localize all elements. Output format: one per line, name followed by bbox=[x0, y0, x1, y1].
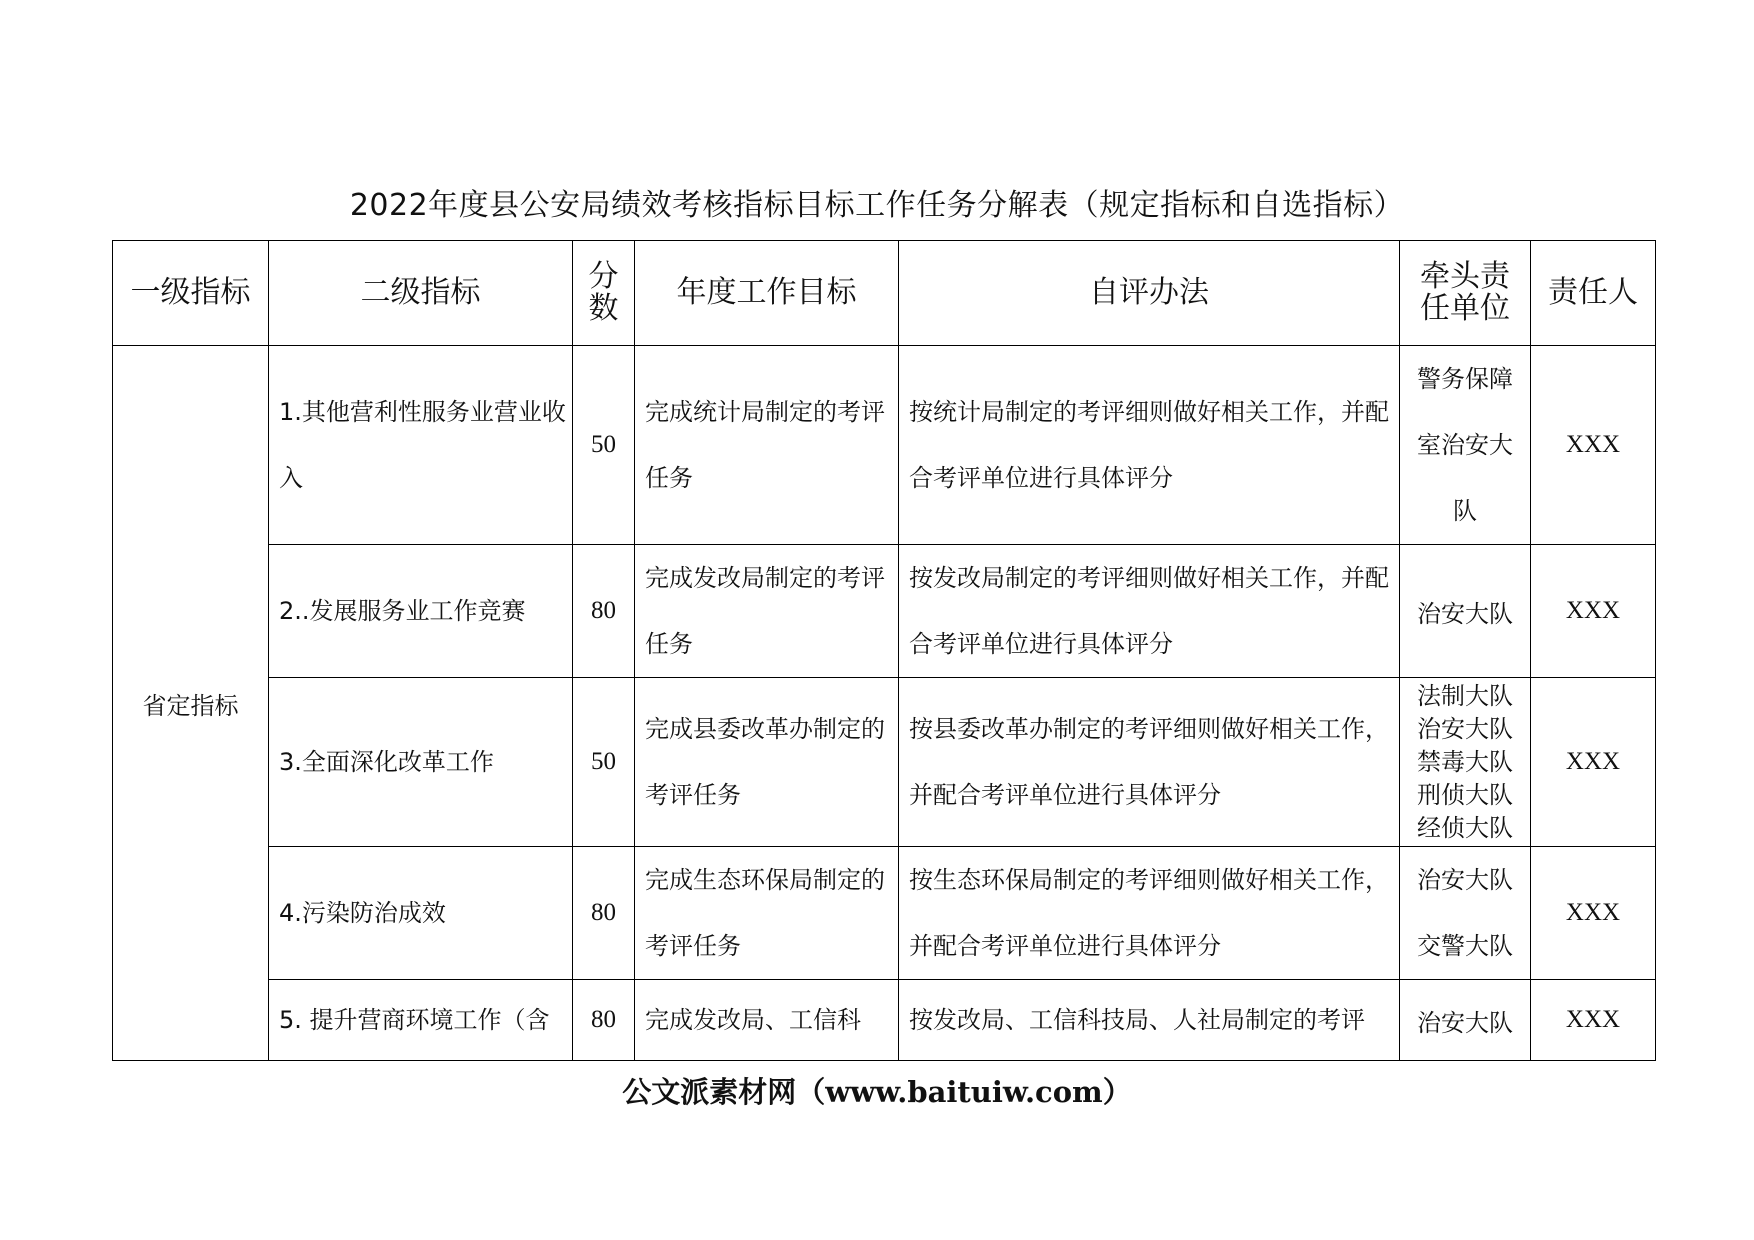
dept-line: 刑侦大队 bbox=[1417, 780, 1513, 809]
header-dept-line1: 牵头责 bbox=[1420, 259, 1510, 294]
score-cell: 50 bbox=[573, 346, 635, 545]
score-cell: 50 bbox=[573, 678, 635, 847]
dept-line: 治安大队 bbox=[1417, 866, 1513, 894]
document-title: 2022年度县公安局绩效考核指标目标工作任务分解表（规定指标和自选指标） bbox=[349, 188, 1405, 223]
dept-line: 警务保障 bbox=[1417, 365, 1513, 393]
level2-cell: 4.污染防治成效 bbox=[269, 847, 573, 980]
goal-text: 完成发改局、工信科 bbox=[645, 1006, 861, 1034]
goal-cell bbox=[635, 980, 899, 1061]
header-method: 自评办法 bbox=[899, 241, 1400, 346]
header-level2: 二级指标 bbox=[269, 241, 573, 346]
level2-text: 5. 提升营商环境工作（含 bbox=[279, 1006, 550, 1034]
footer-source: 公文派素材网（www.baituiw.com） bbox=[622, 1075, 1132, 1109]
dept-cell bbox=[1400, 346, 1531, 545]
dept-cell bbox=[1400, 847, 1531, 980]
table-row bbox=[113, 545, 1656, 678]
table-row bbox=[113, 678, 1656, 847]
method-cell: 按发改局制定的考评细则做好相关工作，并配合考评单位进行具体评分 bbox=[899, 545, 1400, 678]
table-row bbox=[113, 980, 1656, 1061]
score-cell: 80 bbox=[573, 847, 635, 980]
task-breakdown-table bbox=[112, 240, 1656, 1061]
dept-line: 队 bbox=[1453, 497, 1477, 525]
dept-line: 禁毒大队 bbox=[1417, 747, 1513, 776]
goal-cell: 完成生态环保局制定的考评任务 bbox=[635, 847, 899, 980]
dept-line: 室治安大 bbox=[1417, 431, 1513, 459]
level2-cell: 1.其他营利性服务业营业收入 bbox=[269, 346, 573, 545]
header-level1: 一级指标 bbox=[113, 241, 269, 346]
level2-cell: 2..发展服务业工作竞赛 bbox=[269, 545, 573, 678]
dept-cell bbox=[1400, 545, 1531, 678]
goal-cell: 完成县委改革办制定的考评任务 bbox=[635, 678, 899, 847]
person-cell: XXX bbox=[1531, 545, 1656, 678]
header-score bbox=[573, 241, 635, 346]
table-header-row bbox=[113, 241, 1656, 346]
method-cell bbox=[899, 980, 1400, 1061]
dept-line: 交警大队 bbox=[1417, 932, 1513, 960]
level2-cell: 3.全面深化改革工作 bbox=[269, 678, 573, 847]
person-cell: XXX bbox=[1531, 980, 1656, 1061]
method-cell: 按生态环保局制定的考评细则做好相关工作，并配合考评单位进行具体评分 bbox=[899, 847, 1400, 980]
person-cell: XXX bbox=[1531, 847, 1656, 980]
header-dept bbox=[1400, 241, 1531, 346]
method-text: 按发改局、工信科技局、人社局制定的考评 bbox=[909, 1006, 1365, 1034]
header-person: 责任人 bbox=[1531, 241, 1656, 346]
dept-line: 治安大队 bbox=[1417, 1008, 1513, 1037]
score-cell: 80 bbox=[573, 545, 635, 678]
header-score-line2: 数 bbox=[588, 291, 619, 326]
table-row bbox=[113, 847, 1656, 980]
table-row bbox=[113, 346, 1656, 545]
person-cell: XXX bbox=[1531, 678, 1656, 847]
method-cell: 按县委改革办制定的考评细则做好相关工作，并配合考评单位进行具体评分 bbox=[899, 678, 1400, 847]
method-cell: 按统计局制定的考评细则做好相关工作，并配合考评单位进行具体评分 bbox=[899, 346, 1400, 545]
dept-cell bbox=[1400, 980, 1531, 1061]
score-cell: 80 bbox=[573, 980, 635, 1061]
level2-cell bbox=[269, 980, 573, 1061]
group-label-cell: 省定指标 bbox=[113, 346, 269, 1061]
dept-line: 法制大队 bbox=[1417, 681, 1513, 710]
goal-cell: 完成发改局制定的考评任务 bbox=[635, 545, 899, 678]
dept-line: 治安大队 bbox=[1417, 714, 1513, 743]
header-goal: 年度工作目标 bbox=[635, 241, 899, 346]
dept-line: 经侦大队 bbox=[1417, 813, 1513, 842]
header-dept-line2: 任单位 bbox=[1420, 291, 1510, 326]
goal-cell: 完成统计局制定的考评任务 bbox=[635, 346, 899, 545]
dept-line: 治安大队 bbox=[1417, 599, 1513, 628]
dept-cell bbox=[1400, 678, 1531, 847]
person-cell: XXX bbox=[1531, 346, 1656, 545]
header-score-line1: 分 bbox=[588, 259, 619, 294]
